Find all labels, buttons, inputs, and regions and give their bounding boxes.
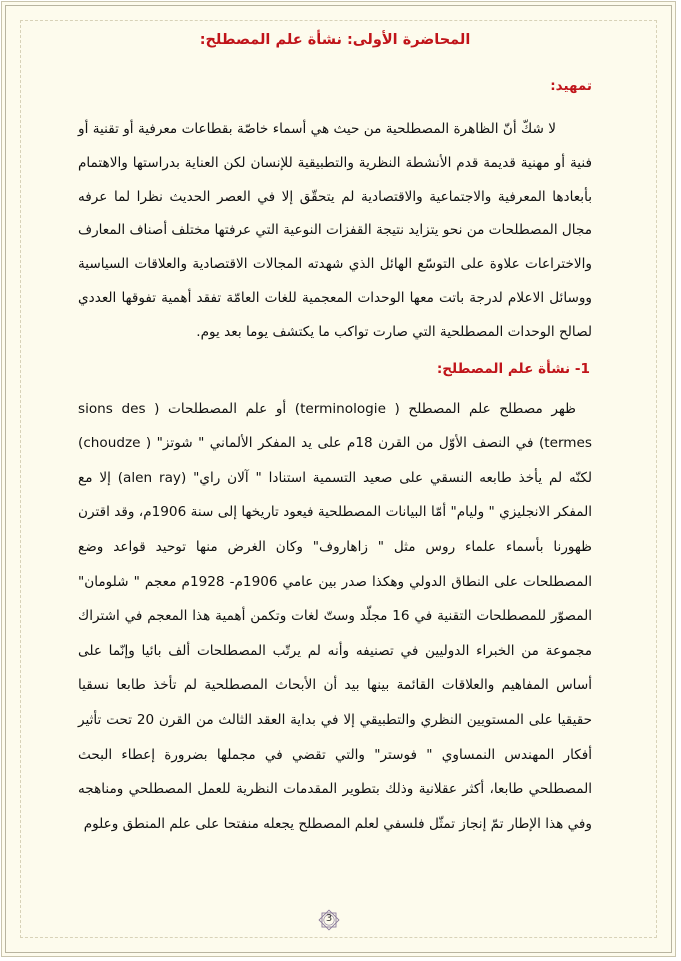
intro-paragraph-text: لا شكّ أنّ الظاهرة المصطلحية من حيث هي أسماء خاصّة بقطاعات معرفية أو تقنية أو فنية أو مهنية قديمة قدم الأنشطة النظرية والتطبيقية للإنسان لكن العناية بدراستها والاهتمام بأبعادها المعرفية والاجتماعية والاقتصادية لم يتحقّق إلا في العصر الحديث نظرا لما عرفه مجال المصطلحات من نحو يتزايد نتيجة القفزات النوعية التي عرفتها مختلف أصناف المعارف والاختراعات علاوة على التوسّع الهائل الذي شهدته المجالات الاقتصادية والعلاقات السياسية ووسائل الاعلام لدرجة باتت معها الوحدات المعجمية للغات العامّة تفقد أهمية تفوقها العددي لصالح الوحدات المصطلحية التي صارت تواكب ما يكتشف يوما بعد يوم. — [78, 121, 592, 340]
intro-paragraph — [78, 113, 592, 350]
section-paragraph — [78, 392, 592, 842]
intro-heading: تمهيد: — [550, 78, 592, 94]
lecture-title: المحاضرة الأولى: نشأة علم المصطلح: — [199, 32, 471, 48]
section-paragraph-text: ظهر مصطلح علم المصطلح ( terminologie) أو علم المصطلحات ( sions des termes) في النصف الأوّل من القرن 18م على يد المفكر الألماني " شوتز" ( choudze) لكنّه لم يأخذ طابعه النسقي على صعيد التسمية استنادا " آلان راي" (alen ray) إلا مع المفكر الانجليزي " وليام" أمّا البيانات المصطلحية فيعود تاريخها إلى سنة 1906م، وقد اقترن ظهورنا بأسماء علماء روس مثل " زاهاروف" وكان الغرض منها توحيد قواعد وضع المصطلحات على النطاق الدولي وهكذا صدر بين عامي 1906م- 1928م معجم " شلومان" المصوّر للمصطلحات التقنية في 16 مجلّد وستّ لغات وتكمن أهمية هذا المعجم في اشتراك مجموعة من الخبراء الدوليين في تصنيفه وأنه لم يرتّب المصطلحات ألف بائيا وإنّما على أساس المفاهيم والعلاقات القائمة بينها بيد أن الأبحاث المصطلحية لم تأخذ طابعا نسقيا حقيقيا على المستويين النظري والتطبيقي إلا في بداية العقد الثالث من القرن 20 تحت تأثير أفكار المهندس النمساوي " فوستر" والتي تقضي في مجملها بضرورة إعطاء البحث المصطلحي طابعا، أكثر عقلانية وذلك بتطوير المقدمات النظرية للعمل المصطلحي ومناهجه وفي هذا الإطار تمّ إنجاز تمثّل فلسفي لعلم المصطلح يجعله منفتحا على علم المنطق وعلوم — [78, 400, 593, 832]
document-body — [78, 30, 592, 841]
section-heading: 1- نشأة علم المصطلح: — [436, 360, 590, 377]
page-number: 3 — [325, 913, 333, 924]
